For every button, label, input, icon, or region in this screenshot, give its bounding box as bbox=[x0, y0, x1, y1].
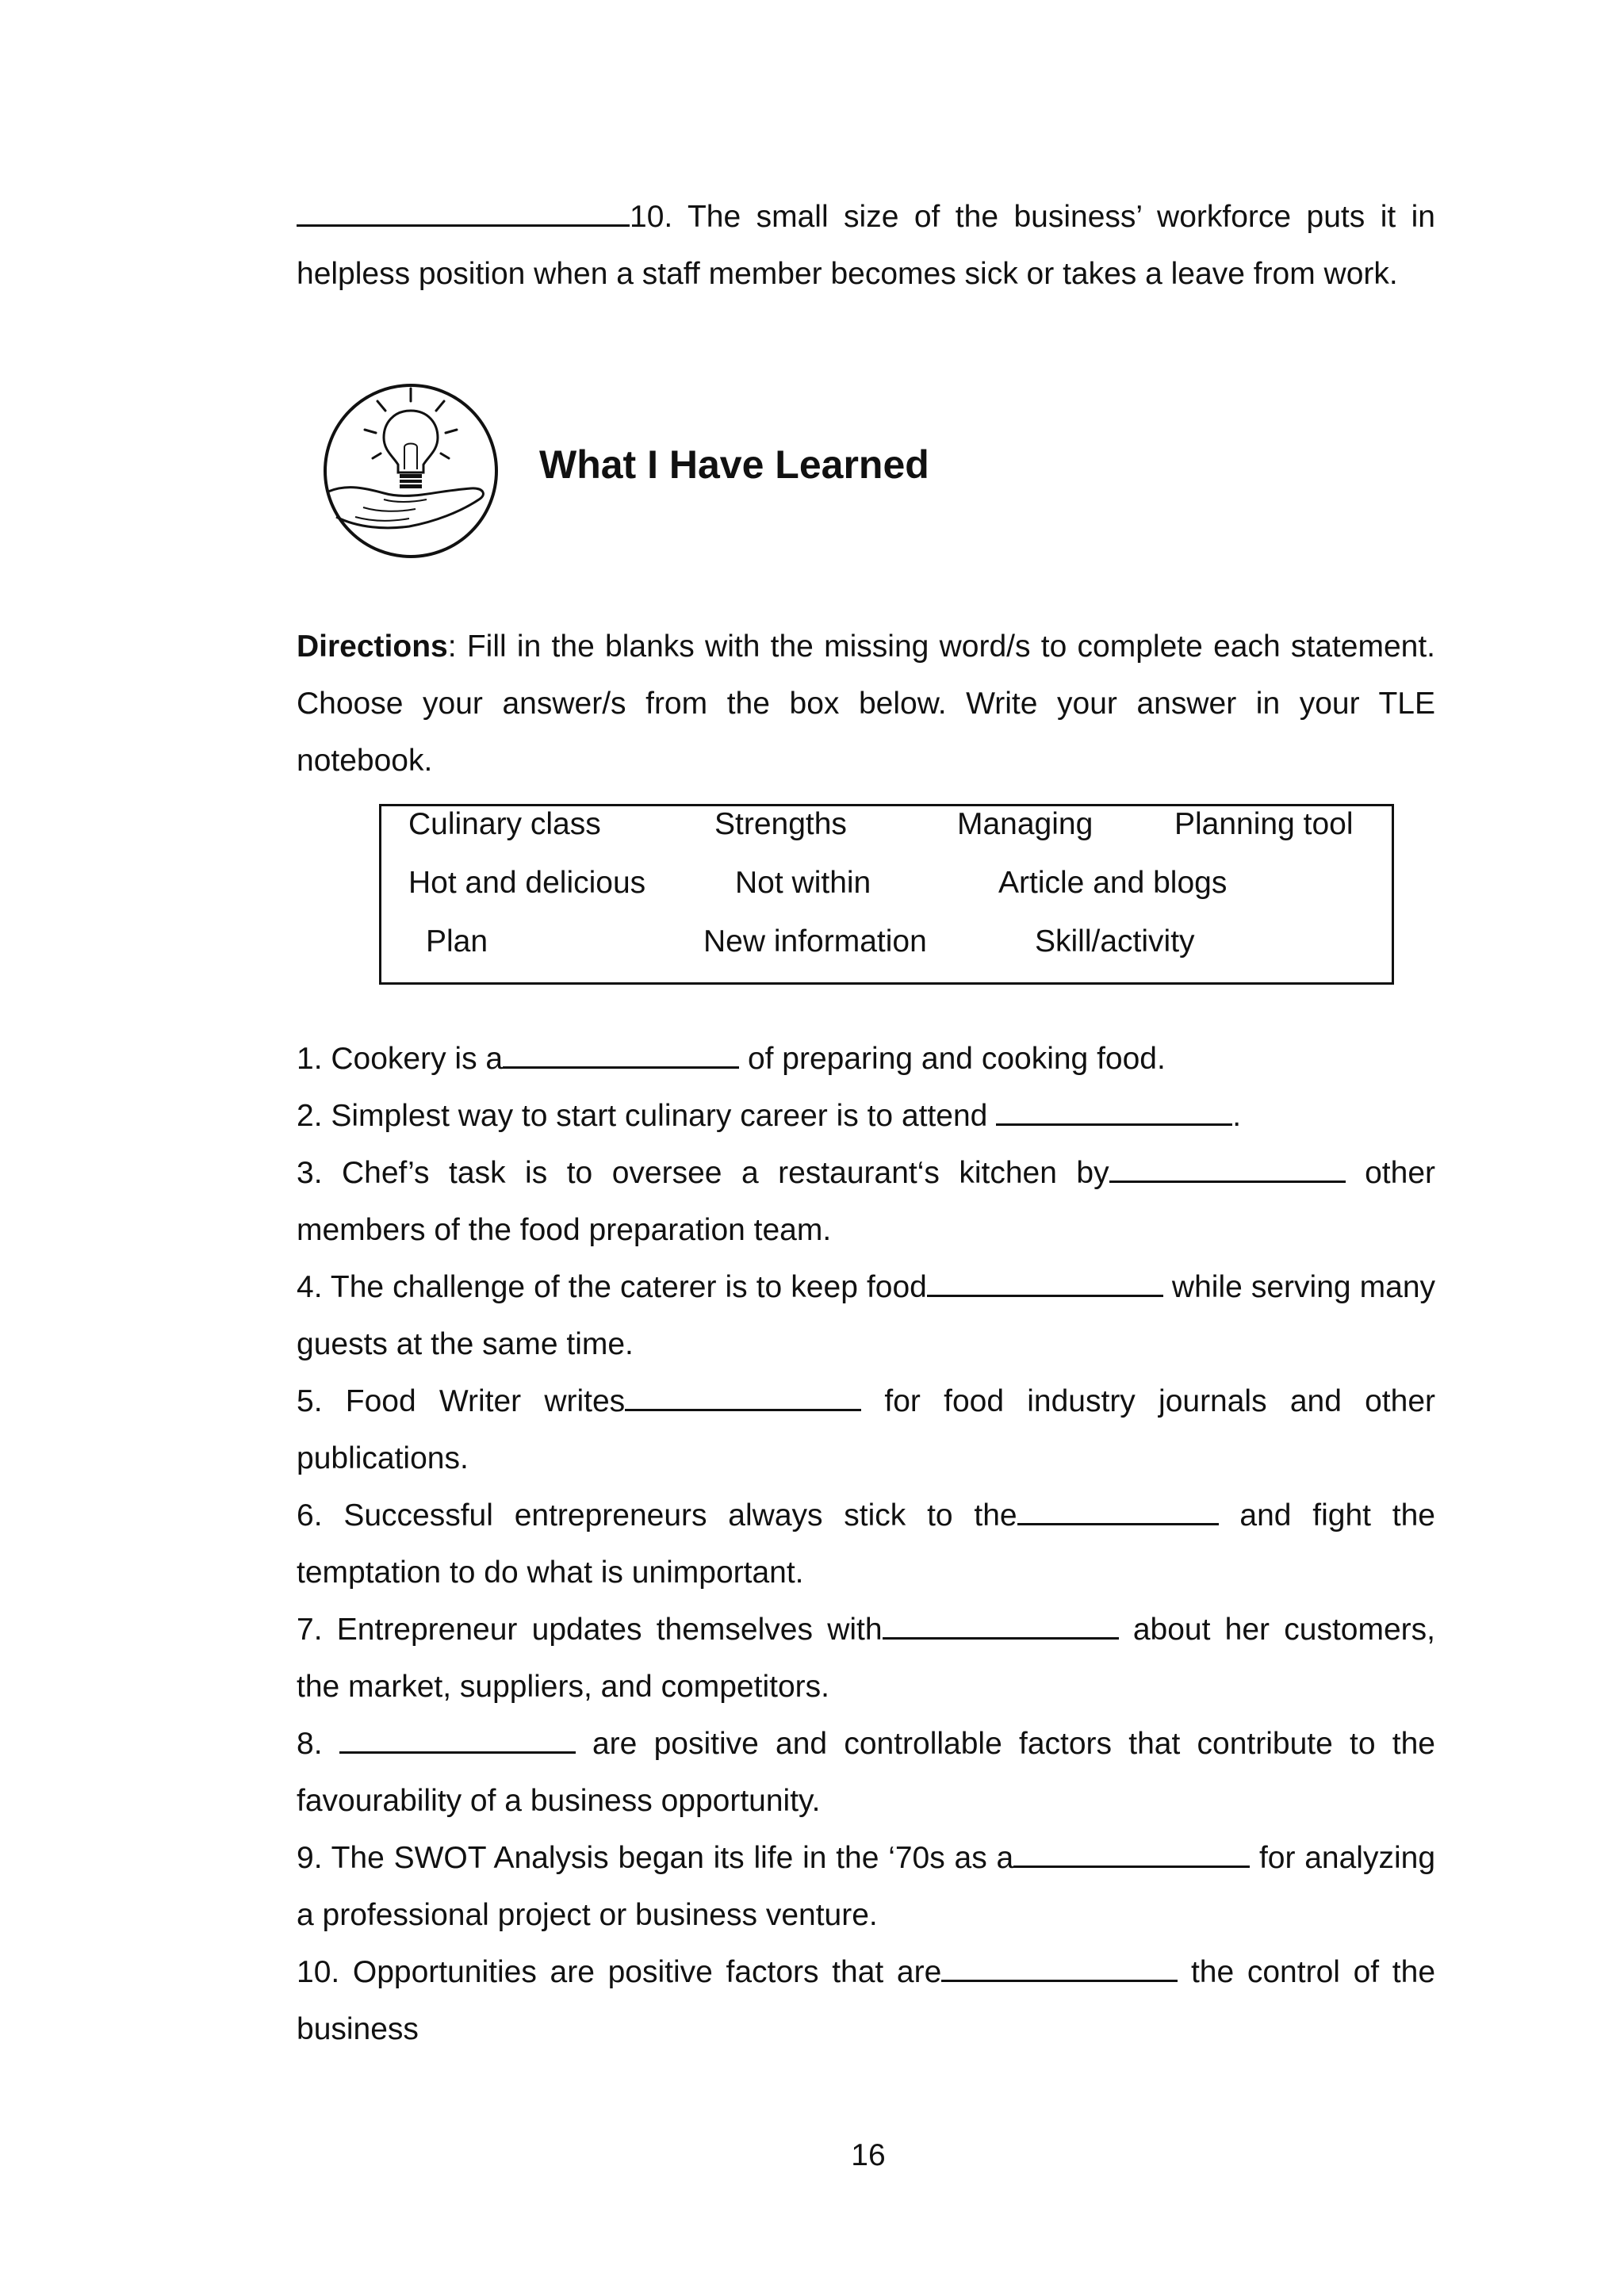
word-choice: New information bbox=[703, 924, 927, 959]
list-item: 9. The SWOT Analysis began its life in the ‘70s as a for analyzing a professional project or business venture. bbox=[297, 1830, 1435, 1944]
list-item: 1. Cookery is a of preparing and cooking food. bbox=[297, 1031, 1435, 1088]
answer-blank bbox=[625, 1380, 861, 1411]
word-choice: Article and blogs bbox=[998, 866, 1228, 900]
directions-text: : Fill in the blanks with the missing word/s to complete each statement. Choose your answer/s from the box below. Write your answer in your TLE notebook. bbox=[297, 629, 1435, 778]
list-item: 2. Simplest way to start culinary career is to attend . bbox=[297, 1088, 1435, 1145]
directions bbox=[297, 618, 1435, 790]
list-item: 7. Entrepreneur updates themselves with about her customers, the market, suppliers, and competitors. bbox=[297, 1601, 1435, 1716]
list-item: 3. Chef’s task is to oversee a restaurant‘s kitchen by other members of the food preparation team. bbox=[297, 1145, 1435, 1259]
answer-blank bbox=[339, 1723, 576, 1754]
answer-blank bbox=[1017, 1494, 1219, 1525]
answer-blank bbox=[503, 1038, 739, 1069]
section-title: What I Have Learned bbox=[539, 442, 929, 487]
word-choice: Culinary class bbox=[408, 807, 601, 841]
word-choice: Hot and delicious bbox=[408, 866, 646, 900]
lightbulb-in-hand-icon bbox=[316, 373, 506, 563]
question-list bbox=[297, 1031, 1435, 2058]
directions-label: Directions bbox=[297, 629, 448, 664]
list-item: 4. The challenge of the caterer is to keep food while serving many guests at the same time. bbox=[297, 1259, 1435, 1373]
answer-blank bbox=[996, 1095, 1232, 1126]
list-item: 8. are positive and controllable factors that contribute to the favourability of a business opportunity. bbox=[297, 1716, 1435, 1830]
word-choice: Planning tool bbox=[1174, 807, 1354, 841]
list-item: 6. Successful entrepreneurs always stick to the and fight the temptation to do what is unimportant. bbox=[297, 1487, 1435, 1601]
word-choice: Plan bbox=[426, 924, 488, 959]
word-box bbox=[379, 804, 1394, 985]
answer-blank bbox=[941, 1951, 1178, 1982]
intro-item-10 bbox=[297, 189, 1435, 303]
word-choice: Strengths bbox=[714, 807, 847, 841]
answer-blank bbox=[927, 1266, 1163, 1297]
word-choice: Managing bbox=[957, 807, 1094, 841]
word-choice: Not within bbox=[735, 866, 871, 900]
answer-blank bbox=[883, 1609, 1119, 1640]
list-item: 10. Opportunities are positive factors that are the control of the business bbox=[297, 1944, 1435, 2058]
word-choice: Skill/activity bbox=[1035, 924, 1195, 959]
list-item: 5. Food Writer writes for food industry journals and other publications. bbox=[297, 1373, 1435, 1487]
answer-blank bbox=[1013, 1837, 1250, 1868]
answer-blank bbox=[1109, 1152, 1346, 1183]
page-number: 16 bbox=[851, 2138, 886, 2172]
intro-text: 10. The small size of the business’ workforce puts it in helpless position when a staff member becomes sick or takes a leave from work. bbox=[297, 200, 1435, 291]
answer-blank bbox=[297, 196, 630, 227]
